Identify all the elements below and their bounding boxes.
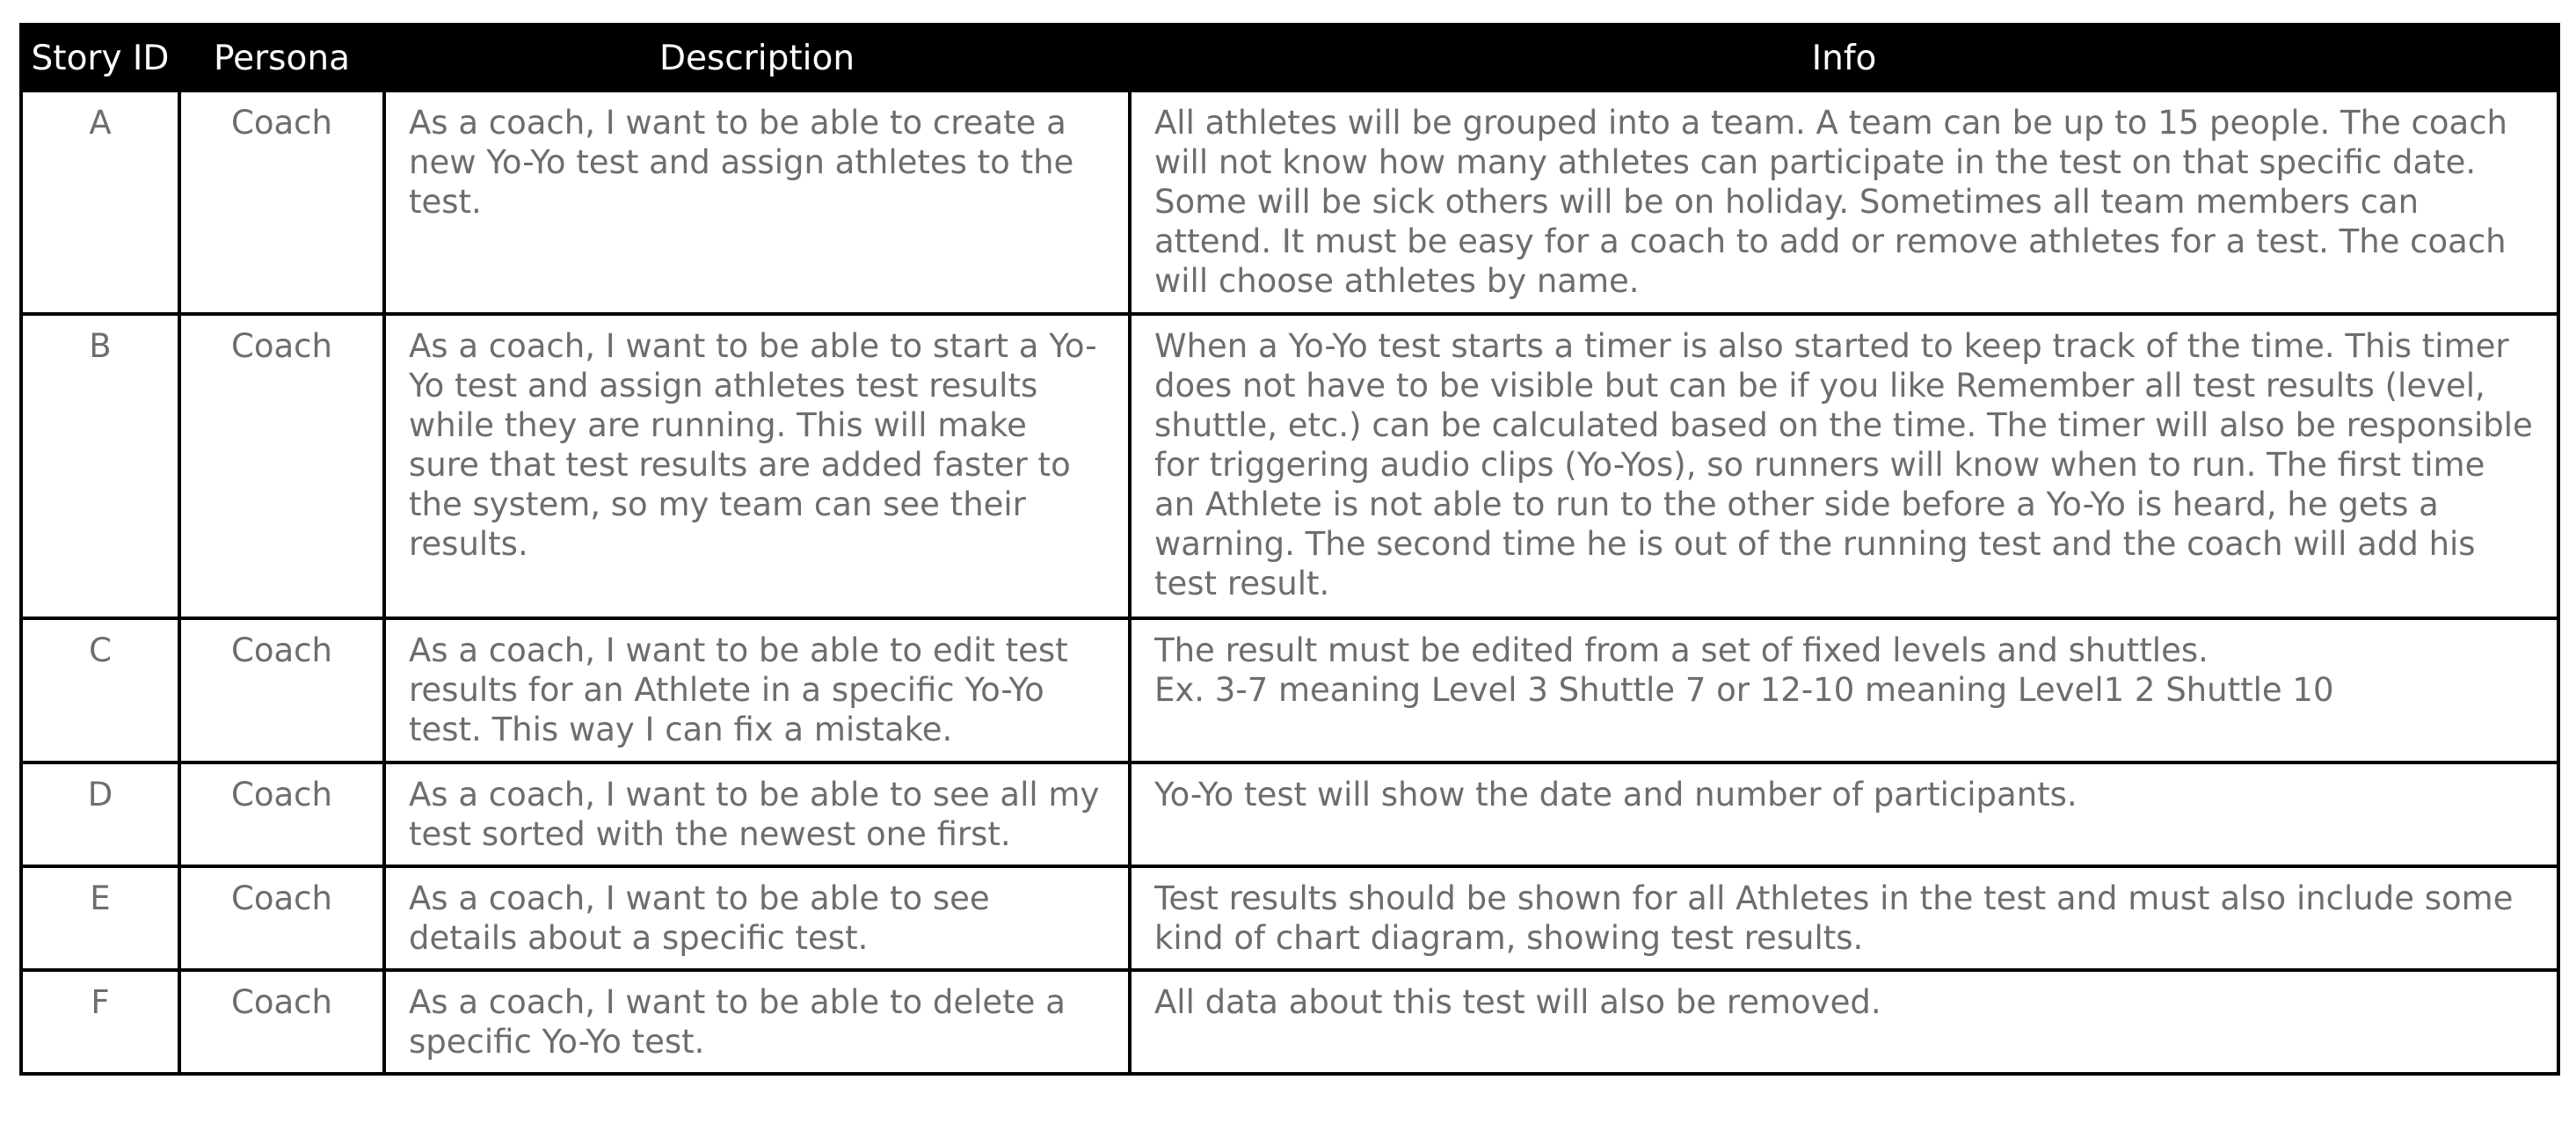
info-cell	[1130, 970, 2558, 1074]
description-cell: As a coach, I want to be able to create a new Yo-Yo test and assign athletes to the test.	[384, 91, 1130, 314]
description-cell: As a coach, I want to be able to start a Yo-Yo test and assign athletes test results while they are running. This will make sure that test results are added faster to the system, so my team can see their results.	[384, 314, 1130, 618]
persona-cell: Coach	[179, 618, 384, 763]
info-text: Yo-Yo test will show the date and number of participants.	[1154, 776, 2078, 814]
persona-cell: Coach	[179, 970, 384, 1074]
user-stories-table	[19, 23, 2560, 1076]
description-cell: As a coach, I want to be able to see all my test sorted with the newest one first.	[384, 763, 1130, 866]
header-row	[21, 25, 2558, 91]
header-persona: Persona	[179, 25, 384, 91]
table-body	[21, 91, 2558, 1074]
header-story-id: Story ID	[21, 25, 179, 91]
info-cell	[1130, 91, 2558, 314]
persona-cell: Coach	[179, 91, 384, 314]
story-id-cell: A	[21, 91, 179, 314]
info-text: Ex. 3-7 meaning Level 3 Shuttle 7 or 12-10 meaning Level1 2 Shuttle 10	[1154, 671, 2334, 709]
table-row	[21, 763, 2558, 866]
table-row	[21, 91, 2558, 314]
table-row	[21, 618, 2558, 763]
story-id-cell: E	[21, 866, 179, 970]
description-cell: As a coach, I want to be able to delete a specific Yo-Yo test.	[384, 970, 1130, 1074]
story-id-cell: D	[21, 763, 179, 866]
table-header	[21, 25, 2558, 91]
table-row	[21, 970, 2558, 1074]
info-text: All data about this test will also be removed.	[1154, 983, 1881, 1021]
story-id-cell: C	[21, 618, 179, 763]
header-info: Info	[1130, 25, 2558, 91]
info-text: When a Yo-Yo test starts a timer is also started to keep track of the time. This timer does not have to be visible but can be if you like Remember all test results (level, shuttle, etc.) can be calculated based on the time. The timer will also be responsible for triggering audio clips (Yo-Yos), so runners will know when to run. The first time an Athlete is not able to run to the other side before a Yo-Yo is heard, he gets a warning. The second time he is out of the running test and the coach will add his test result.	[1154, 327, 2533, 602]
story-id-cell: F	[21, 970, 179, 1074]
info-text: Test results should be shown for all Athletes in the test and must also include some kind of chart diagram, showing test results.	[1154, 879, 2514, 957]
table-row	[21, 314, 2558, 618]
info-cell	[1130, 314, 2558, 618]
info-text: All athletes will be grouped into a team. A team can be up to 15 people. The coach will not know how many athletes can participate in the test on that specific date. Some will be sick others will be on holiday. Sometimes all team members can attend. It must be easy for a coach to add or remove athletes for a test. The coach will choose athletes by name.	[1154, 104, 2508, 300]
info-cell	[1130, 618, 2558, 763]
info-text: The result must be edited from a set of fixed levels and shuttles.	[1154, 631, 2209, 669]
description-cell: As a coach, I want to be able to see details about a specific test.	[384, 866, 1130, 970]
story-id-cell: B	[21, 314, 179, 618]
info-cell	[1130, 866, 2558, 970]
description-cell: As a coach, I want to be able to edit test results for an Athlete in a specific Yo-Yo test. This way I can fix a mistake.	[384, 618, 1130, 763]
persona-cell: Coach	[179, 314, 384, 618]
persona-cell: Coach	[179, 763, 384, 866]
header-description: Description	[384, 25, 1130, 91]
persona-cell: Coach	[179, 866, 384, 970]
info-cell	[1130, 763, 2558, 866]
table-row	[21, 866, 2558, 970]
